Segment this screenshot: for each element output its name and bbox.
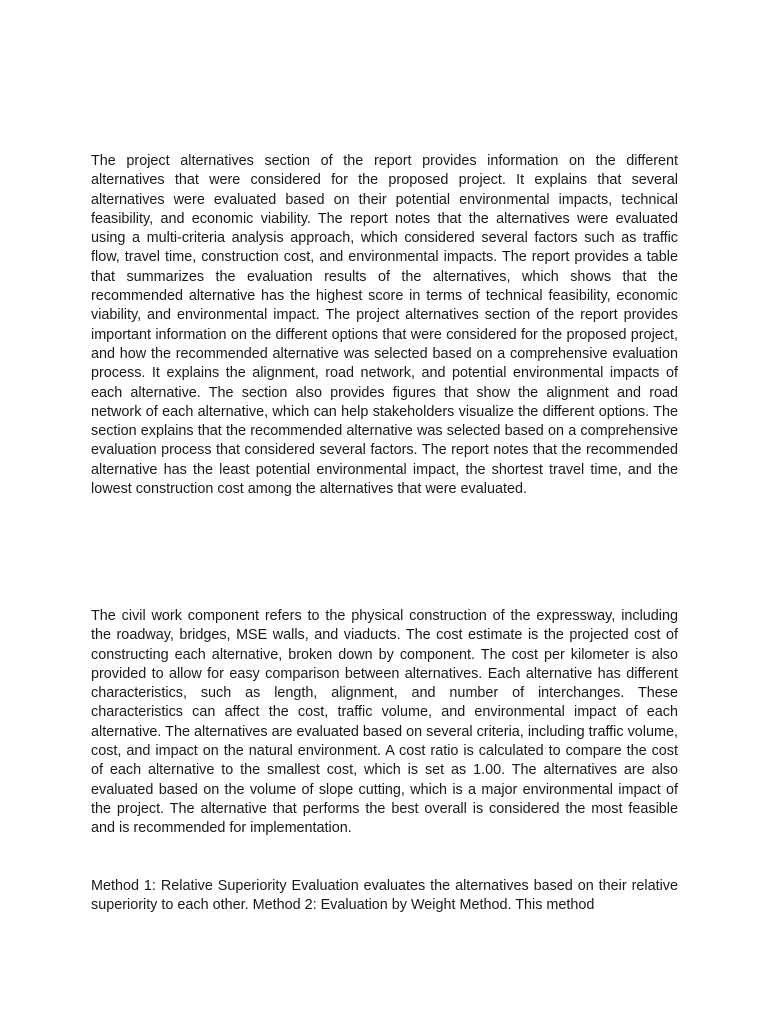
paragraph-civil-work-component: The civil work component refers to the physical construction of the expressway, including the roadway, bridges, MSE walls, and viaducts. The cost estimate is the projected cost of constructing each alternative, broken down by component. The cost per kilometer is also provided to allow for easy comparison between alternatives. Each alternative has different characteristics, such as length, alignment, and number of interchanges. These characteristics can affect the cost, traffic volume, and environmental impact of each alternative. The alternatives are evaluated based on several criteria, including traffic volume, cost, and impact on the natural environment. A cost ratio is calculated to compare the cost of each alternative to the smallest cost, which is set as 1.00. The alternatives are also evaluated based on the volume of slope cutting, which is a major environmental impact of the project. The alternative that performs the best overall is considered the most feasible and is recommended for implementation. bbox=[91, 608, 678, 837]
paragraph-project-alternatives: The project alternatives section of the report provides information on the different alternatives that were considered for the proposed project. It explains that several alternatives were evaluated based on their potential environmental impacts, technical feasibility, and economic viability. The report notes that the alternatives were evaluated using a multi-criteria analysis approach, which considered several factors such as traffic flow, travel time, construction cost, and environmental impacts. The report provides a table that summarizes the evaluation results of the alternatives, which shows that the recommended alternative has the highest score in terms of technical feasibility, economic viability, and environmental impact. The project alternatives section of the report provides important information on the different options that were considered for the proposed project, and how the recommended alternative was selected based on a comprehensive evaluation process. It explains the alignment, road network, and potential environmental impacts of each alternative. The section also provides figures that show the alignment and road network of each alternative, which can help stakeholders visualize the different options. The section explains that the recommended alternative was selected based on a comprehensive evaluation process that considered several factors. The report notes that the recommended alternative has the least potential environmental impact, the shortest travel time, and the lowest construction cost among the alternatives that were evaluated. bbox=[91, 153, 678, 498]
paragraph-evaluation-methods: Method 1: Relative Superiority Evaluation evaluates the alternatives based on their relative superiority to each other. Method 2: Evaluation by Weight Method. This method bbox=[91, 878, 678, 914]
